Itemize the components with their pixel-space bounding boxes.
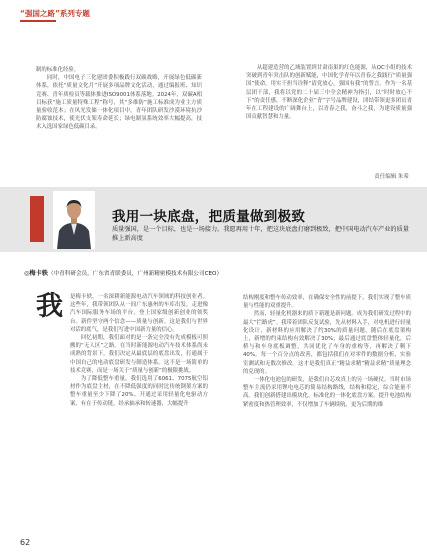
bottom-right-column	[243, 294, 411, 409]
paragraph: 回忆初期，我们面对的是一条完全没有先成模板可照搬的“无人区”之路。在当时新能源电动汽车技术体系尚未成熟的背景下，我们决定从最底层的底盘出发，打通属于中国自己的电动底盘研发与制造体系。这不是一场简单的技术竞赛，而是一场关于“质量与创新”的极限挑战。	[70, 335, 208, 374]
series-suffix: 系列专题	[59, 9, 90, 18]
paragraph: 从超建造营的乙域装置到甘肃南果的红色能源，从QC小组的技术突破到青年突击队的创新赋能，中国化学青年以青春之我践行“质量强国”使命，用实干担当诠释“请党放心，强国有我”的誓言。作为一名基层团干部，我将以党的二十届三中全会精神为指引，以“时时放心不下”的责任感，不断深化企业“青”字号品牌建设，团结带领更多团员青年在工程建设的广阔舞台上，以青春之我，奋斗之我，为建设质量强国贡献智慧和力量。	[246, 65, 412, 121]
page-number: 62	[20, 538, 31, 547]
paragraph: 然而，轻量化机器来的质下新题是新问题。成为我们研发过程中的最大“拦路虎”。我带着团队反复试验，先从材料入手，对电机进行轻量化设计，新材料的应用解决了约30%的质量问题，随后在底盘架构上，新增的约束结构有效解决了30%；最后通过底盘整体轻量化，后桥与和车身底板调整，共同优化了车身的重构等，再解决了剩下40%。每一个百分点的改善，都包括我们在对零件的数据分析、实验室测试和无数次修改。这才是我们真正“精益求精”精益求精”质量理念的兑现的。	[243, 311, 411, 375]
banner-accent-bar	[30, 196, 44, 242]
header-rule	[20, 20, 56, 22]
author-byline	[24, 268, 222, 277]
drop-cap: 我	[36, 291, 63, 322]
author-photo	[53, 191, 95, 249]
article-summary: 质量强国，是一个目标，也是一场接力。我愿再用十年，把这块底盘打磨到极致，把中国电动汽车产业的质量推上新高度	[112, 226, 409, 242]
article-headline: 我用一块底盘，把质量做到极致	[112, 209, 306, 225]
author-affiliation: （中青科研会员，广东省青联委员，广州新精密模技术有限公司CEO）	[47, 271, 223, 277]
paragraph: 同时，中国电子三化建团委积极践行双碳战略，开展绿色低碳新体系，依托“质量文化月”开展多项品牌文化活动，通过编报班、知识竞赛、青年质检员等载体推进ISO9001体系落地。2024年，双碳A相目标获“施工质量特殊工程”称号，其“多维防”施工标准成为业主方质量验收范本；在风光发储一体化项目中，青年团队研发沙漠环境抗沙防腐蚀技术，使光伏支架寿命延长；绿电制氢系统效率大幅提高，技术入选国家绿色低碳目录。	[36, 75, 202, 131]
paragraph: 结构刚度和整车传动效率，在确保安全性的前提下，我们实现了整车质量与性能的双重提升。	[243, 295, 411, 310]
series-header: “强国之路”系列专题	[20, 9, 90, 18]
paragraph: 制的标准化经验。	[36, 67, 80, 73]
paragraph: 一体化电池包的研发，是我们自芯攻真上的另一场硬仗。当时市场整车主流仍采用锂电电芯的简易结构路线，结构和稳定，综合能量不高。我们创新搭建出模块化、标准化的一体化底盘方案，提升电池结构紧密度和热管理效率，不仅增加了车辆续航，更为后期的维	[243, 377, 411, 408]
top-left-column	[36, 66, 202, 132]
top-right-column	[246, 64, 412, 121]
series-name: 强国之路	[24, 9, 55, 18]
paragraph: 为了降低整车重量，我们选用了6061、7075航空铝材作为底盘主材，在不降低强度的同时比传统钢架方案的整车重量至少下降了20%。开通过采用轻量化电驱动方案，有在于传动链，经承轴承和转速器，大幅提升	[70, 376, 208, 407]
bottom-left-column	[70, 293, 208, 408]
paragraph: 是梅卡轶，一名深耕新能源电动汽车领域的科技创业者。这些年，我带领团队从一间广东惠州的车库出发，走进像汽车国际服务车场的平台，登上国家级创新创业的领奖台。新件坚守两个信念——质量与创新。这是我们与世界对话的底气，是我们写进中国新力量的信心。	[70, 294, 208, 333]
author-name: ◎梅卡轶	[24, 270, 48, 277]
editor-credit: 责任编辑 朱希	[374, 174, 409, 180]
